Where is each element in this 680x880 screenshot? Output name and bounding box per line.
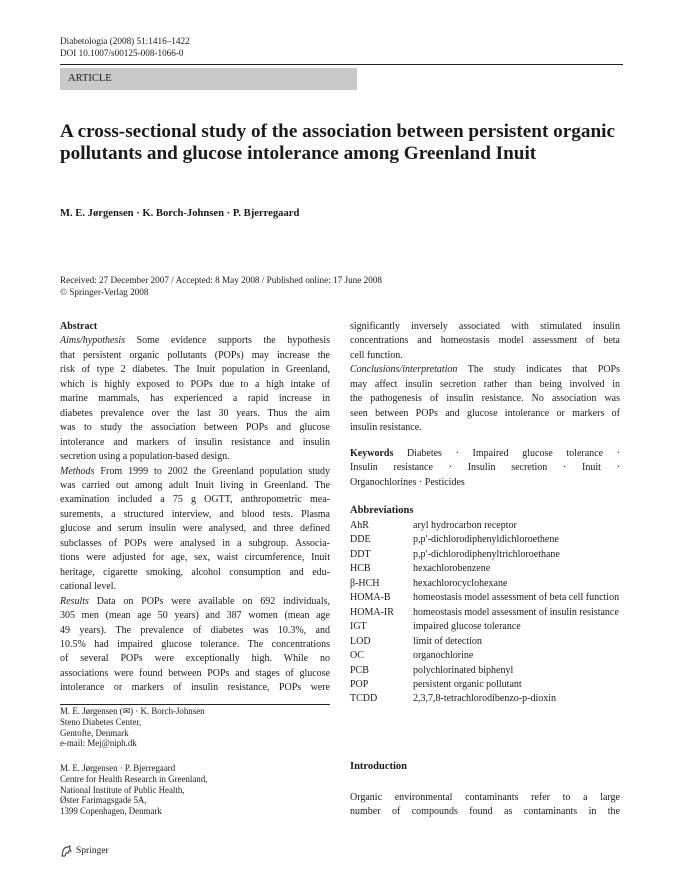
abbreviation-definition: polychlorinated biphenyl [413, 664, 514, 676]
affiliation-2 [60, 763, 330, 817]
line-text: Data on POPs were available on 692 individuals, [88, 595, 330, 607]
abstract-results-continued [350, 320, 620, 363]
publication-dates [60, 275, 382, 298]
abbreviation-row [350, 620, 620, 634]
text-line: 10.5% had impaired glucose tolerance. The concentrations [60, 638, 330, 650]
text-line: risk of type 2 diabetes. The Inuit population in Greenland, [60, 364, 330, 376]
line-text: The study indicates that POPs [457, 364, 620, 376]
abbreviation-row [350, 649, 620, 663]
abstract-heading: Abstract [60, 321, 98, 332]
abbreviation-definition: hexachlorocyclohexane [413, 577, 508, 589]
affiliation-rule [60, 704, 330, 705]
text-line [350, 447, 620, 461]
springer-horse-icon [60, 845, 72, 857]
text-line: 305 men (mean age 50 years) and 387 women (mean age [60, 610, 330, 622]
abbreviation-row [350, 577, 620, 591]
text-line: 49 years). The prevalence of diabetes was 10.3%, and [60, 624, 330, 636]
abstract-section [60, 320, 330, 696]
text-line: intolerance or markers of insulin resistance, POPs were [60, 682, 330, 694]
journal-doi: DOI 10.1007/s00125-008-1066-0 [60, 48, 184, 58]
abbreviation-definition: p,p′-dichlorodiphenyldichloroethene [413, 534, 559, 546]
abbreviation-definition: homeostasis model assessment of beta cell function [413, 592, 620, 604]
abbreviation-term: IGT [350, 621, 367, 633]
affiliation-line: 1399 Copenhagen, Denmark [60, 806, 162, 817]
affiliation-line: Steno Diabetes Center, [60, 716, 142, 727]
paragraph-label: Keywords [350, 448, 394, 459]
text-line: glucose and serum insulin were analysed, and three defined [60, 523, 330, 535]
text-line [60, 595, 330, 609]
abstract-methods [60, 465, 330, 595]
abbreviation-term: POP [350, 678, 369, 690]
text-line: subclasses of POPs were analysed in a subgroup. Associa- [60, 537, 330, 549]
text-line: Organic environmental contaminants refer to a large [350, 792, 620, 803]
affiliation-line: M. E. Jørgensen (✉) · K. Borch-Johnsen [60, 706, 205, 716]
text-line: heritage, cigarette smoking, alcohol consumption and edu- [60, 566, 330, 578]
text-line: of several POPs were exceptionally high. While no [60, 653, 330, 665]
abstract-continued [350, 320, 620, 436]
text-line: tions were adjusted for age, sex, waist circumference, Inuit [60, 552, 330, 564]
introduction-text [350, 791, 620, 820]
line-text: Diabetes · Impaired glucose tolerance · [393, 448, 620, 459]
abbreviations-list [350, 519, 620, 707]
abbreviation-row [350, 562, 620, 576]
abbreviations-heading: Abbreviations [350, 505, 414, 516]
abbreviation-term: HCB [350, 563, 371, 575]
abbreviation-term: HOMA-IR [350, 606, 394, 618]
abbreviation-term: TCDD [350, 693, 378, 705]
abbreviation-definition: p,p′-dichlorodiphenyltrichloroethane [413, 548, 560, 560]
text-line: associations were found between POPs and stages of glucose [60, 667, 330, 679]
abbreviation-row [350, 692, 620, 706]
abbreviation-row [350, 606, 620, 620]
abbreviation-row [350, 533, 620, 547]
text-line: concentrations and homeostasis model assessment of beta [350, 335, 620, 347]
abbreviation-term: β-HCH [350, 577, 380, 589]
abbreviation-definition: organochlorine [413, 650, 474, 662]
abbreviation-definition: impaired glucose tolerance [413, 621, 521, 633]
text-line: number of compounds found as contaminants in the [350, 806, 620, 818]
introduction-heading: Introduction [350, 761, 407, 772]
affiliation-line: Gentofte, Denmark [60, 727, 129, 738]
paper-title: A cross-sectional study of the association between persistent organic pollutants and glucose intolerance among Greenland Inuit [60, 121, 615, 164]
abbreviation-row [350, 664, 620, 678]
affiliation-line: Øster Farimagsgade 5A, [60, 795, 147, 806]
abbreviation-term: OC [350, 650, 364, 662]
copyright-line: © Springer-Verlag 2008 [60, 286, 149, 297]
text-line: significantly inversely associated with stimulated insulin [350, 321, 620, 332]
abbreviation-row [350, 519, 620, 533]
abbreviation-term: HOMA-B [350, 592, 391, 604]
line-text: From 1999 to 2002 the Greenland population study [94, 465, 330, 477]
section-label: ARTICLE [60, 68, 357, 90]
paragraph-label: Methods [60, 465, 95, 477]
keywords-section [350, 447, 620, 490]
text-line: Organochlorines · Pesticides [350, 476, 465, 488]
abbreviation-definition: limit of detection [413, 635, 482, 647]
line-text: Some evidence supports the hypothesis [125, 335, 330, 347]
paragraph-label: Aims/hypothesis [60, 335, 125, 347]
abbreviation-definition: hexachlorobenzene [413, 563, 491, 575]
text-line: surements, a structured interview, and blood tests. Plasma [60, 508, 330, 520]
abstract-results [60, 595, 330, 696]
abbreviations-section [350, 503, 620, 707]
text-line: that persistent organic pollutants (POPs) may increase the [60, 349, 330, 361]
text-line: Insulin resistance · Insulin secretion · Inuit · [350, 462, 620, 474]
abbreviation-row [350, 635, 620, 649]
text-line [60, 465, 330, 479]
abbreviation-definition: homeostasis model assessment of insulin resistance [413, 606, 619, 618]
abbreviation-definition: 2,3,7,8-tetrachlorodibenzo-p-dioxin [413, 693, 557, 705]
affiliation-line: e-mail: Mej@niph.dk [60, 738, 137, 749]
text-line: was to study the association between POPs and glucose [60, 422, 330, 434]
text-line: cell function. [350, 349, 403, 361]
header-rule [60, 64, 623, 65]
abbreviation-definition: persistent organic pollutant [413, 678, 522, 690]
text-line: cational level. [60, 581, 117, 593]
affiliation-line: M. E. Jørgensen · P. Bjerregaard [60, 763, 176, 773]
publisher-footer [60, 845, 109, 857]
text-line: seen between POPs and glucose intolerance or markers of [350, 407, 620, 419]
paragraph-label: Conclusions/interpretation [350, 364, 458, 376]
text-line: which is highly exposed to POPs due to a high intake of [60, 378, 330, 390]
abstract-conclusions [350, 363, 620, 435]
abbreviation-term: DDE [350, 534, 371, 546]
abbreviation-row [350, 678, 620, 692]
abbreviation-term: PCB [350, 664, 369, 676]
affiliation-1 [60, 706, 330, 749]
text-line: intolerance and markers of insulin resistance and insulin [60, 436, 330, 448]
text-line [350, 363, 620, 377]
text-line: marine mammals, has experienced a rapid increase in [60, 393, 330, 405]
abbreviation-term: AhR [350, 520, 369, 531]
abbreviation-definition: aryl hydrocarbon receptor [413, 520, 517, 531]
affiliation-line: National Institute of Public Health, [60, 784, 185, 795]
text-line: secretion using a population-based design. [60, 451, 230, 463]
text-line: examination included a 75 g OGTT, anthropometric mea- [60, 494, 330, 506]
text-line [60, 334, 330, 348]
paragraph-label: Results [60, 595, 89, 607]
text-line: insulin resistance. [350, 422, 422, 434]
abbreviation-term: LOD [350, 635, 371, 647]
text-line: diabetes prevalence over the last 30 years. Thus the aim [60, 407, 330, 419]
publisher-name: Springer [76, 846, 109, 856]
abbreviation-row [350, 548, 620, 562]
dates-line: Received: 27 December 2007 / Accepted: 8 May 2008 / Published online: 17 June 2008 [60, 275, 383, 285]
abstract-aims [60, 334, 330, 464]
text-line: may affect insulin secretion rather than being involved in [350, 378, 620, 390]
author-list: M. E. Jørgensen · K. Borch-Johnsen · P. Bjerregaard [60, 208, 300, 219]
abbreviation-row [350, 591, 620, 605]
text-line: was carried out among adult Inuit living in Greenland. The [60, 479, 330, 491]
abbreviation-term: DDT [350, 548, 371, 560]
text-line: the pathogenesis of insulin resistance. No association was [350, 393, 620, 405]
journal-citation: Diabetologia (2008) 51:1416–1422 [60, 36, 190, 46]
affiliation-line: Centre for Health Research in Greenland, [60, 773, 208, 784]
